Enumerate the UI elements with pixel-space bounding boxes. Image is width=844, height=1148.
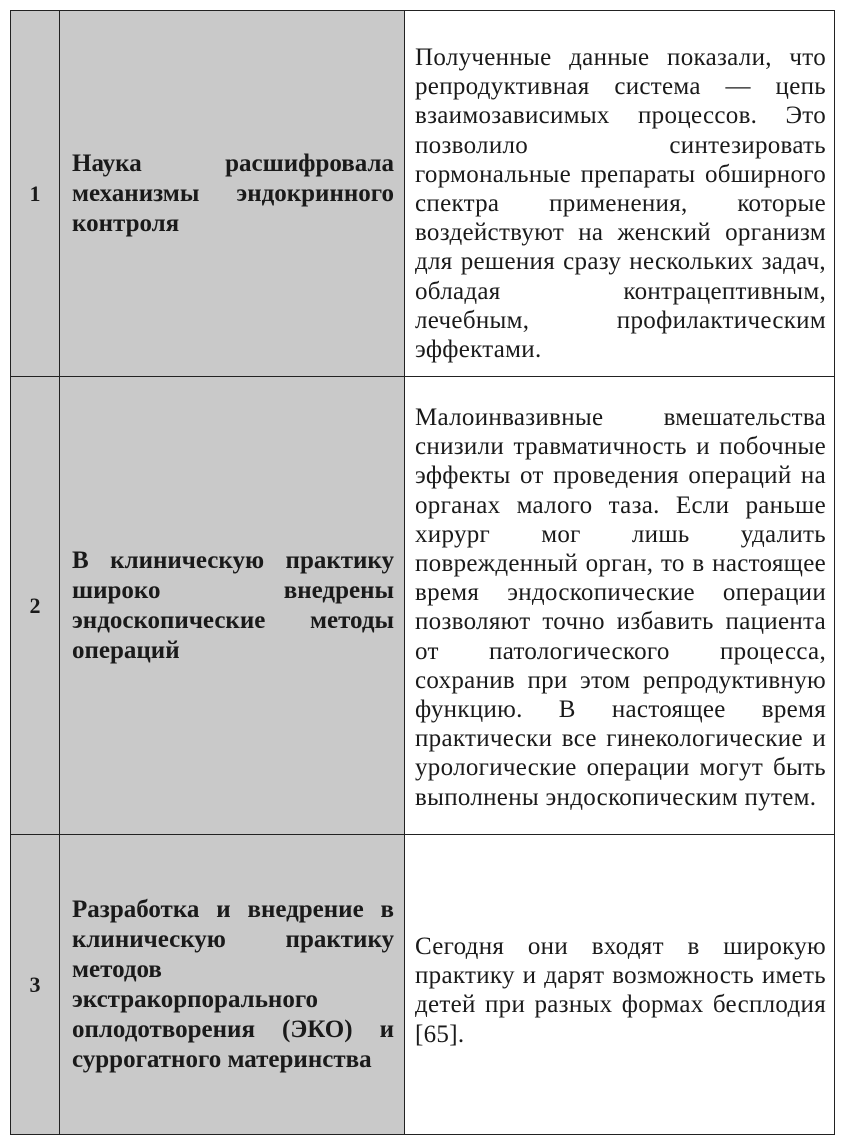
row-heading: Разработка и внедрение в клиническую практику методов экстракорпорального оплодотворения (ЭКО) и суррогатного материнства (60, 835, 405, 1135)
row-heading: Наука расшифровала механизмы эндокринного контроля (60, 11, 405, 377)
row-description: Малоинвазивные вмешательства снизили травматичность и побочные эффекты от проведения операций на органах малого таза. Если раньше хирург мог лишь удалить поврежденный орган, то в настоящее время эндоскопические операции позволяют точно избавить пациента от патологического процесса, сохранив при этом репродуктивную функцию. В настоящее время практически все гинекологические и урологические операции могут быть выполнены эндоскопическим путем. (405, 377, 835, 835)
row-number: 3 (11, 835, 60, 1135)
table-row (11, 835, 835, 1135)
row-description: Полученные данные показали, что репродуктивная система — цепь взаимозависимых процессов. Это позволило синтезировать гормональные препараты обширного спектра применения, которые воздействуют на женский организм для решения сразу нескольких задач, обладая контрацептивным, лечебным, профилактическим эффектами. (405, 11, 835, 377)
table-row (11, 377, 835, 835)
row-description: Сегодня они входят в широкую практику и дарят возможность иметь детей при разных формах бесплодия [65]. (405, 835, 835, 1135)
row-heading: В клиническую практику широко внедрены эндоскопические методы операций (60, 377, 405, 835)
row-number: 2 (11, 377, 60, 835)
achievements-table (10, 10, 835, 1135)
table-row (11, 11, 835, 377)
row-number: 1 (11, 11, 60, 377)
